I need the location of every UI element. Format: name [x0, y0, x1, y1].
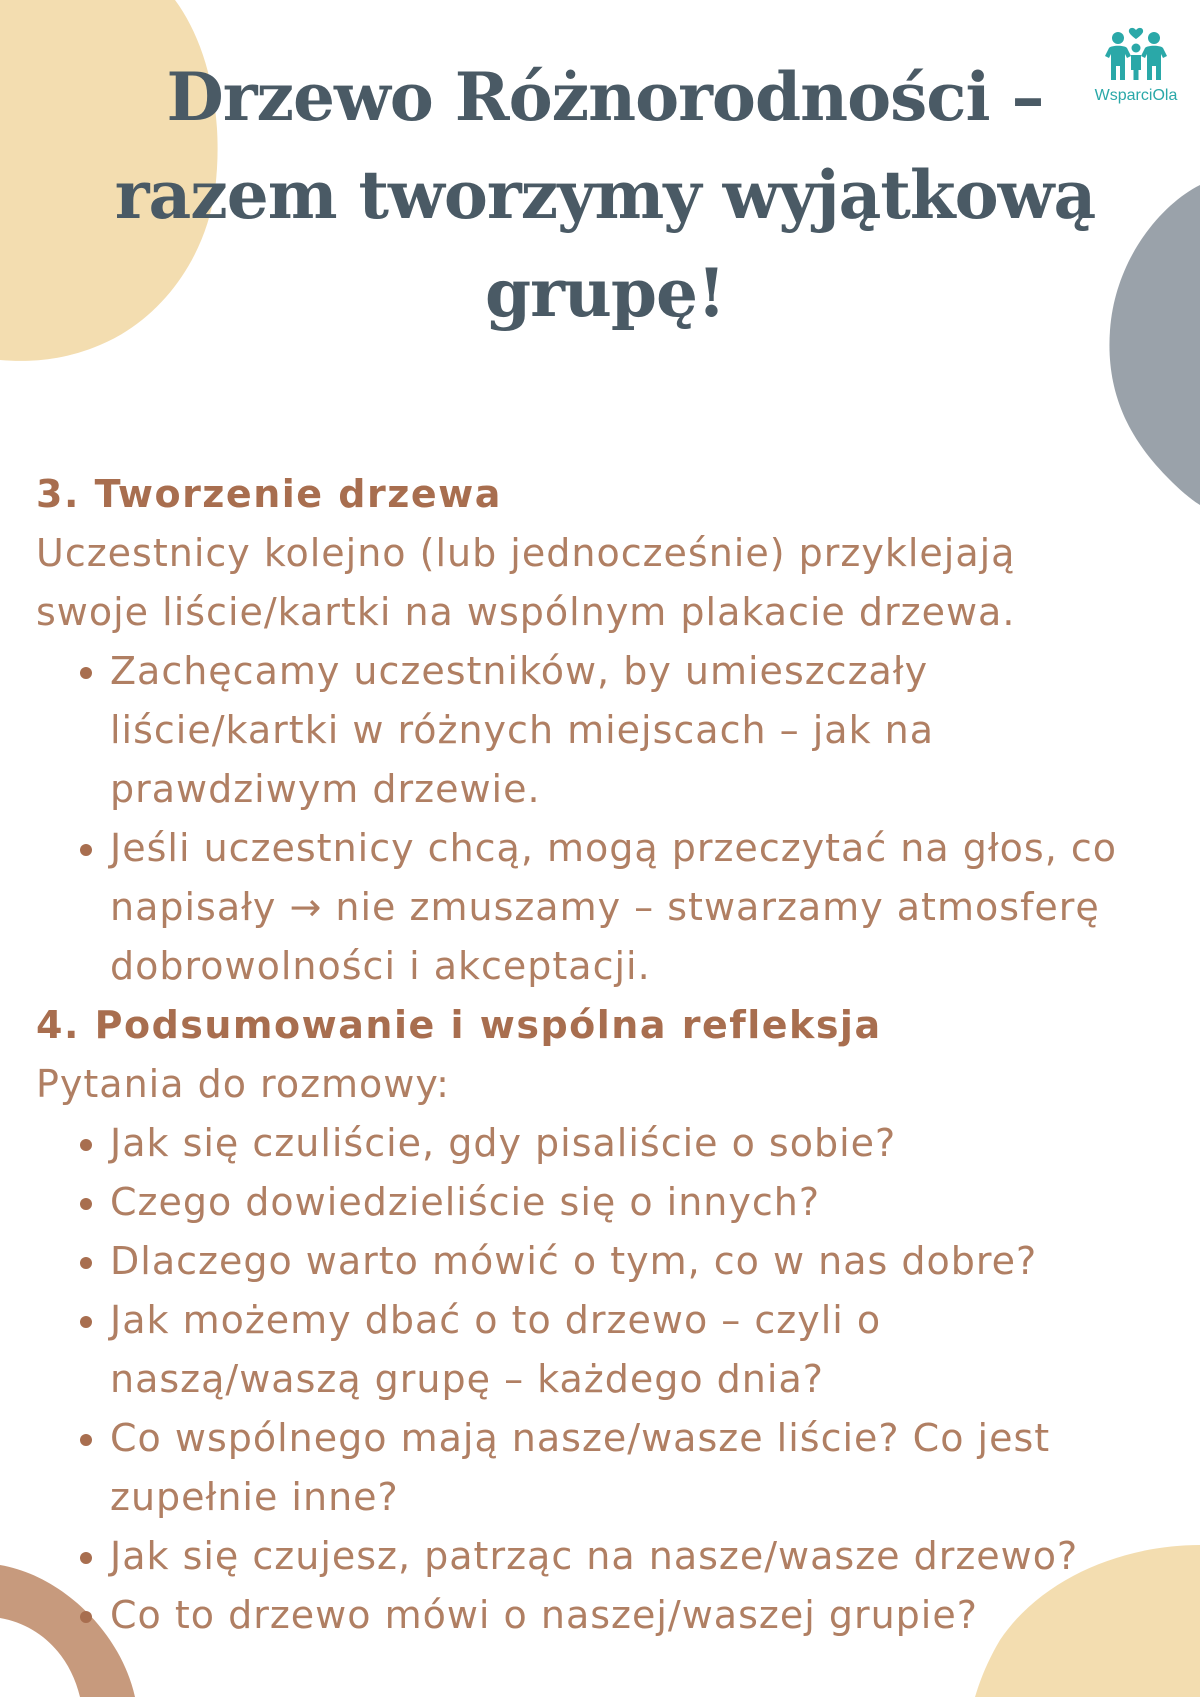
list-item-line: • Czego dowiedzieliście się o innych?: [110, 1180, 821, 1224]
section-3-list: [36, 642, 1156, 996]
list-item-line: • Zachęcamy uczestników, by umieszczały: [110, 649, 929, 693]
list-item: [110, 642, 1156, 819]
list-item-line: prawdziwym drzewie.: [110, 767, 541, 811]
list-item: [110, 1173, 1156, 1232]
title-line-1: Drzewo Różnorodności –: [166, 58, 1044, 136]
title-line-3: grupę!: [484, 254, 726, 332]
section-4-intro: Pytania do rozmowy:: [36, 1062, 450, 1106]
list-item-line: naszą/waszą grupę – każdego dnia?: [110, 1357, 824, 1401]
list-item-line: • Jak się czujesz, patrząc na nasze/wasze drzewo?: [110, 1534, 1079, 1578]
section-3-intro-line: swoje liście/kartki na wspólnym plakacie drzewa.: [36, 590, 1016, 634]
list-item: [110, 1527, 1156, 1586]
list-item-line: • Dlaczego warto mówić o tym, co w nas dobre?: [110, 1239, 1038, 1283]
brand-logo: [1082, 26, 1190, 105]
list-item-line: • Jeśli uczestnicy chcą, mogą przeczytać na głos, co: [110, 826, 1118, 870]
list-item: [110, 1291, 1156, 1409]
list-item-line: dobrowolności i akceptacji.: [110, 944, 651, 988]
list-item: [110, 1232, 1156, 1291]
list-item: [110, 1409, 1156, 1527]
list-item-line: zupełnie inne?: [110, 1475, 399, 1519]
section-4-list: [36, 1114, 1156, 1645]
family-people-icon: [1101, 26, 1171, 82]
list-item: [110, 1114, 1156, 1173]
main-content: [36, 465, 1156, 1645]
list-item-line: liście/kartki w różnych miejscach – jak na: [110, 708, 935, 752]
title-line-2: razem tworzymy wyjątkową: [114, 156, 1096, 234]
page-title: [70, 48, 1140, 342]
list-item-line: • Jak się czuliście, gdy pisaliście o sobie?: [110, 1121, 897, 1165]
section-3-intro: [36, 524, 1156, 642]
list-item: [110, 1586, 1156, 1645]
list-item-line: • Co wspólnego mają nasze/wasze liście? Co jest: [110, 1416, 1051, 1460]
list-item-line: napisały → nie zmuszamy – stwarzamy atmosferę: [110, 885, 1100, 929]
list-item: [110, 819, 1156, 996]
section-3-intro-line: Uczestnicy kolejno (lub jednocześnie) przyklejają: [36, 531, 1016, 575]
section-3-heading: 3. Tworzenie drzewa: [36, 472, 502, 516]
section-4-heading: 4. Podsumowanie i wspólna refleksja: [36, 1003, 882, 1047]
list-item-line: • Co to drzewo mówi o naszej/waszej grupie?: [110, 1593, 978, 1637]
list-item-line: • Jak możemy dbać o to drzewo – czyli o: [110, 1298, 882, 1342]
logo-text: WsparciOla: [1094, 87, 1178, 104]
